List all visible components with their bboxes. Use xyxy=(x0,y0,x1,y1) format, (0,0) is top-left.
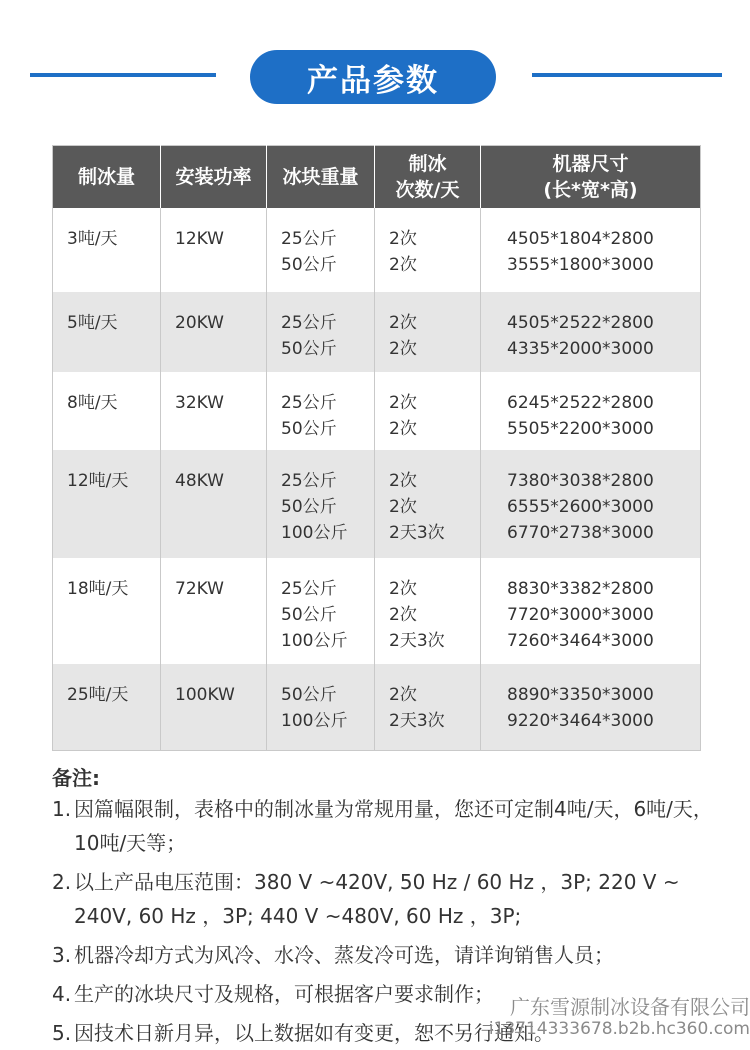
note-item xyxy=(52,792,732,860)
cell-cycles xyxy=(375,208,481,292)
section-title: 产品参数 xyxy=(250,50,496,104)
cell-cycles-line: 2次 xyxy=(389,419,417,439)
cell-dimensions-line: 8890*3350*3000 xyxy=(507,685,654,705)
cell-capacity: 8吨/天 xyxy=(53,372,161,450)
note-number: 4. xyxy=(52,982,72,1006)
cell-dimensions-line: 6245*2522*2800 xyxy=(507,393,654,413)
table-row xyxy=(53,292,701,372)
cell-cycles-line: 2次 xyxy=(389,685,417,705)
note-number: 2. xyxy=(52,870,72,894)
cell-dimensions-line: 5505*2200*3000 xyxy=(507,419,654,439)
cell-ice-weight-line: 50公斤 xyxy=(281,255,337,275)
cell-dimensions-line: 6555*2600*3000 xyxy=(507,497,654,517)
cell-ice-weight-line: 100公斤 xyxy=(281,631,348,651)
table-header-row xyxy=(53,146,701,209)
cell-dimensions xyxy=(481,664,701,750)
cell-power: 48KW xyxy=(161,450,267,558)
col-header-ice-weight: 冰块重量 xyxy=(267,146,375,209)
cell-ice-weight-line: 50公斤 xyxy=(281,497,337,517)
cell-ice-weight-line: 25公斤 xyxy=(281,393,337,413)
cell-ice-weight-line: 50公斤 xyxy=(281,339,337,359)
cell-dimensions xyxy=(481,558,701,664)
cell-cycles xyxy=(375,450,481,558)
cell-dimensions-line: 7720*3000*3000 xyxy=(507,605,654,625)
cell-ice-weight xyxy=(267,372,375,450)
cell-cycles-line: 2天3次 xyxy=(389,711,445,731)
col-header-cycles: 制冰 次数/天 xyxy=(375,146,481,209)
cell-cycles xyxy=(375,558,481,664)
cell-ice-weight-line: 50公斤 xyxy=(281,685,337,705)
cell-dimensions xyxy=(481,208,701,292)
cell-cycles-line: 2天3次 xyxy=(389,631,445,651)
cell-cycles-line: 2次 xyxy=(389,229,417,249)
cell-ice-weight xyxy=(267,664,375,750)
note-item xyxy=(52,938,732,972)
cell-power: 32KW xyxy=(161,372,267,450)
col-header-power: 安装功率 xyxy=(161,146,267,209)
note-text: 以上产品电压范围：380 V ~420V, 50 Hz / 60 Hz ，3P; 220 V ~ 240V, 60 Hz ，3P; 440 V ~480V, 60 Hz ，3P; xyxy=(74,870,680,928)
note-text: 生产的冰块尺寸及规格，可根据客户要求制作； xyxy=(74,982,494,1006)
cell-cycles-line: 2次 xyxy=(389,605,417,625)
section-header xyxy=(0,0,750,120)
cell-dimensions xyxy=(481,292,701,372)
cell-cycles xyxy=(375,664,481,750)
cell-cycles-line: 2次 xyxy=(389,313,417,333)
cell-ice-weight-line: 50公斤 xyxy=(281,605,337,625)
table-row xyxy=(53,450,701,558)
note-text: 机器冷却方式为风冷、水冷、蒸发冷可选，请详询销售人员； xyxy=(74,943,614,967)
cell-dimensions-line: 4335*2000*3000 xyxy=(507,339,654,359)
cell-ice-weight-line: 25公斤 xyxy=(281,579,337,599)
cell-dimensions-line: 9220*3464*3000 xyxy=(507,711,654,731)
note-number: 5. xyxy=(52,1021,72,1045)
cell-cycles-line: 2次 xyxy=(389,579,417,599)
col-header-dimensions: 机器尺寸 (长*宽*高) xyxy=(481,146,701,209)
cell-dimensions xyxy=(481,372,701,450)
col-header-capacity: 制冰量 xyxy=(53,146,161,209)
header-divider-left xyxy=(30,73,216,77)
cell-dimensions xyxy=(481,450,701,558)
cell-ice-weight-line: 50公斤 xyxy=(281,419,337,439)
cell-power: 100KW xyxy=(161,664,267,750)
notes-title: 备注: xyxy=(52,766,100,790)
cell-capacity: 12吨/天 xyxy=(53,450,161,558)
note-number: 3. xyxy=(52,943,72,967)
cell-ice-weight xyxy=(267,208,375,292)
cell-capacity: 3吨/天 xyxy=(53,208,161,292)
table-row xyxy=(53,372,701,450)
cell-dimensions-line: 7380*3038*2800 xyxy=(507,471,654,491)
cell-capacity: 25吨/天 xyxy=(53,664,161,750)
table-row xyxy=(53,664,701,750)
cell-ice-weight-line: 100公斤 xyxy=(281,711,348,731)
cell-dimensions-line: 4505*1804*2800 xyxy=(507,229,654,249)
cell-cycles-line: 2次 xyxy=(389,471,417,491)
note-text: 因篇幅限制，表格中的制冰量为常规用量，您还可定制4吨/天，6吨/天，10吨/天等； xyxy=(74,797,713,855)
cell-dimensions-line: 7260*3464*3000 xyxy=(507,631,654,651)
note-item xyxy=(52,865,732,933)
watermark xyxy=(452,996,750,1040)
note-text: 因技术日新月异，以上数据如有变更，恕不另行通知。 xyxy=(74,1021,554,1045)
cell-capacity: 18吨/天 xyxy=(53,558,161,664)
cell-cycles-line: 2次 xyxy=(389,497,417,517)
cell-power: 72KW xyxy=(161,558,267,664)
note-number: 1. xyxy=(52,797,72,821)
cell-cycles-line: 2次 xyxy=(389,255,417,275)
table-row xyxy=(53,558,701,664)
cell-dimensions-line: 8830*3382*2800 xyxy=(507,579,654,599)
cell-cycles-line: 2次 xyxy=(389,393,417,413)
cell-dimensions-line: 4505*2522*2800 xyxy=(507,313,654,333)
cell-ice-weight xyxy=(267,450,375,558)
cell-ice-weight-line: 25公斤 xyxy=(281,229,337,249)
table-row xyxy=(53,208,701,292)
watermark-url: i13714333678.b2b.hc360.com xyxy=(488,1019,750,1039)
cell-ice-weight-line: 25公斤 xyxy=(281,313,337,333)
product-spec-table xyxy=(52,145,701,751)
cell-ice-weight xyxy=(267,292,375,372)
cell-power: 12KW xyxy=(161,208,267,292)
cell-cycles-line: 2天3次 xyxy=(389,523,445,543)
watermark-company: 广东雪源制冰设备有限公司 xyxy=(510,995,750,1019)
cell-dimensions-line: 6770*2738*3000 xyxy=(507,523,654,543)
cell-power: 20KW xyxy=(161,292,267,372)
cell-cycles xyxy=(375,372,481,450)
cell-cycles xyxy=(375,292,481,372)
cell-cycles-line: 2次 xyxy=(389,339,417,359)
header-divider-right xyxy=(532,73,722,77)
cell-dimensions-line: 3555*1800*3000 xyxy=(507,255,654,275)
cell-ice-weight-line: 100公斤 xyxy=(281,523,348,543)
cell-capacity: 5吨/天 xyxy=(53,292,161,372)
cell-ice-weight-line: 25公斤 xyxy=(281,471,337,491)
cell-ice-weight xyxy=(267,558,375,664)
